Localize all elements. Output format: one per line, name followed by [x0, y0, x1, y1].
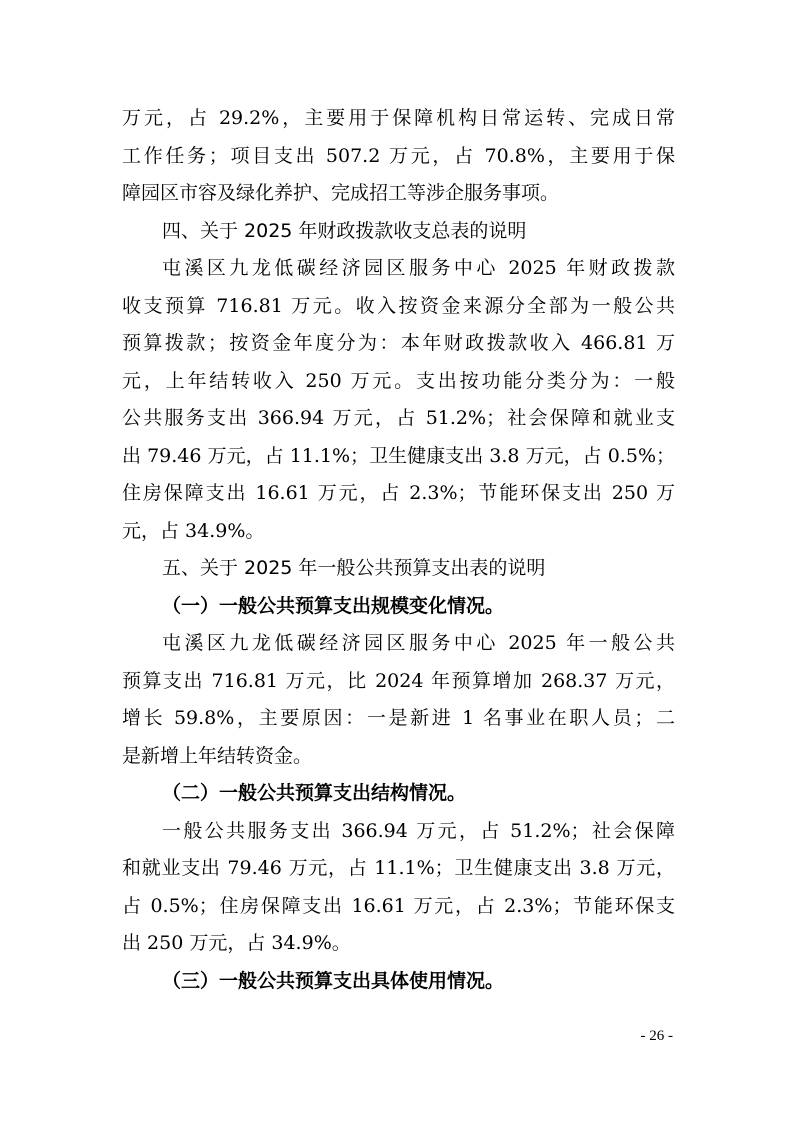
- subsection-heading: （二）一般公共预算支出结构情况。: [162, 782, 467, 804]
- section-heading: 四、关于 2025 年财政拨款收支总表的说明: [162, 219, 527, 242]
- paragraph-line: 占 0.5%；住房保障支出 16.61 万元，占 2.3%；节能环保支: [122, 894, 675, 917]
- paragraph-line: 出 250 万元，占 34.9%。: [122, 932, 351, 954]
- paragraph-line: 障园区市容及绿化养护、完成招工等涉企服务事项。: [122, 182, 560, 204]
- paragraph-line: 预算支出 716.81 万元，比 2024 年预算增加 268.37 万元，: [122, 669, 675, 692]
- paragraph-line: 是新增上年结转资金。: [122, 744, 313, 767]
- paragraph-line: 出 79.46 万元，占 11.1%；卫生健康支出 3.8 万元，占 0.5%；: [122, 444, 675, 467]
- page-number: - 26 -: [640, 1028, 673, 1044]
- paragraph-line: 预算拨款；按资金年度分为：本年财政拨款收入 466.81 万: [122, 332, 675, 354]
- paragraph-line: 公共服务支出 366.94 万元，占 51.2%；社会保障和就业支: [122, 407, 675, 429]
- subsection-heading: （一）一般公共预算支出规模变化情况。: [162, 594, 505, 617]
- paragraph-line: 收支预算 716.81 万元。收入按资金来源分全部为一般公共: [122, 294, 675, 317]
- paragraph-line: 住房保障支出 16.61 万元，占 2.3%；节能环保支出 250 万: [122, 482, 675, 504]
- paragraph-line: 屯溪区九龙低碳经济园区服务中心 2025 年一般公共: [162, 632, 675, 654]
- section-heading: 五、关于 2025 年一般公共预算支出表的说明: [162, 557, 546, 579]
- paragraph-line: 屯溪区九龙低碳经济园区服务中心 2025 年财政拨款: [162, 257, 675, 279]
- paragraph-line: 增长 59.8%，主要原因：一是新进 1 名事业在职人员；二: [122, 707, 675, 729]
- paragraph-line: 工作任务；项目支出 507.2 万元，占 70.8%，主要用于保: [122, 144, 675, 167]
- subsection-heading: （三）一般公共预算支出具体使用情况。: [162, 969, 505, 992]
- paragraph-line: 元，上年结转收入 250 万元。支出按功能分类分为：一般: [122, 369, 675, 392]
- paragraph-line: 万元，占 29.2%，主要用于保障机构日常运转、完成日常: [122, 107, 675, 129]
- paragraph-line: 一般公共服务支出 366.94 万元，占 51.2%；社会保障: [162, 819, 675, 842]
- paragraph-line: 元，占 34.9%。: [122, 519, 265, 542]
- paragraph-line: 和就业支出 79.46 万元，占 11.1%；卫生健康支出 3.8 万元，: [122, 857, 675, 879]
- document-body: [122, 100, 675, 1000]
